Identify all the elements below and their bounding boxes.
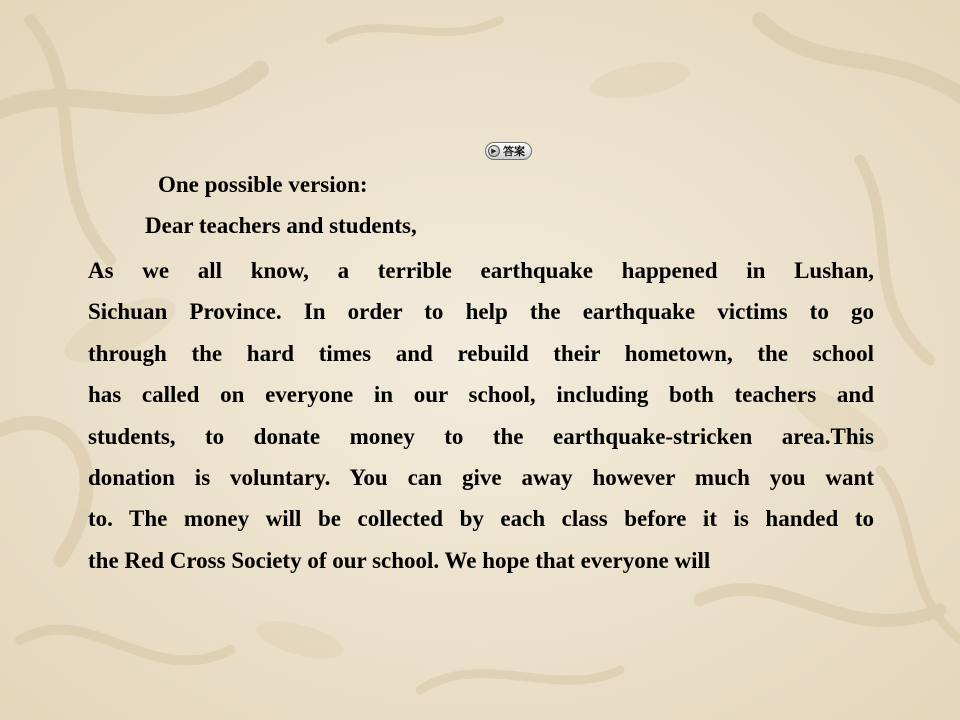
- letter-salutation: Dear teachers and students,: [145, 213, 417, 238]
- play-icon: ▶: [488, 145, 500, 157]
- body-line: the Red Cross Society of our school. We hope that everyone will: [88, 547, 711, 573]
- body-line: As we all know, a terrible earthquake happened in Lushan,: [88, 258, 874, 283]
- body-line: donation is voluntary. You can give away however much you want: [88, 464, 874, 490]
- body-line: to. The money will be collected by each class before it is handed to: [88, 506, 874, 532]
- body-line: through the hard times and rebuild their hometown, the school: [88, 340, 874, 366]
- answer-badge-button[interactable]: [485, 142, 532, 160]
- answer-badge-label: 答案: [503, 144, 525, 158]
- body-line: has called on everyone in our school, including both teachers and: [88, 382, 874, 408]
- answer-heading: One possible version:: [158, 172, 368, 197]
- letter-body: [88, 250, 874, 581]
- body-line: students, to donate money to the earthquake-stricken area.This: [88, 423, 874, 449]
- body-line: Sichuan Province. In order to help the earthquake victims to go: [88, 299, 874, 325]
